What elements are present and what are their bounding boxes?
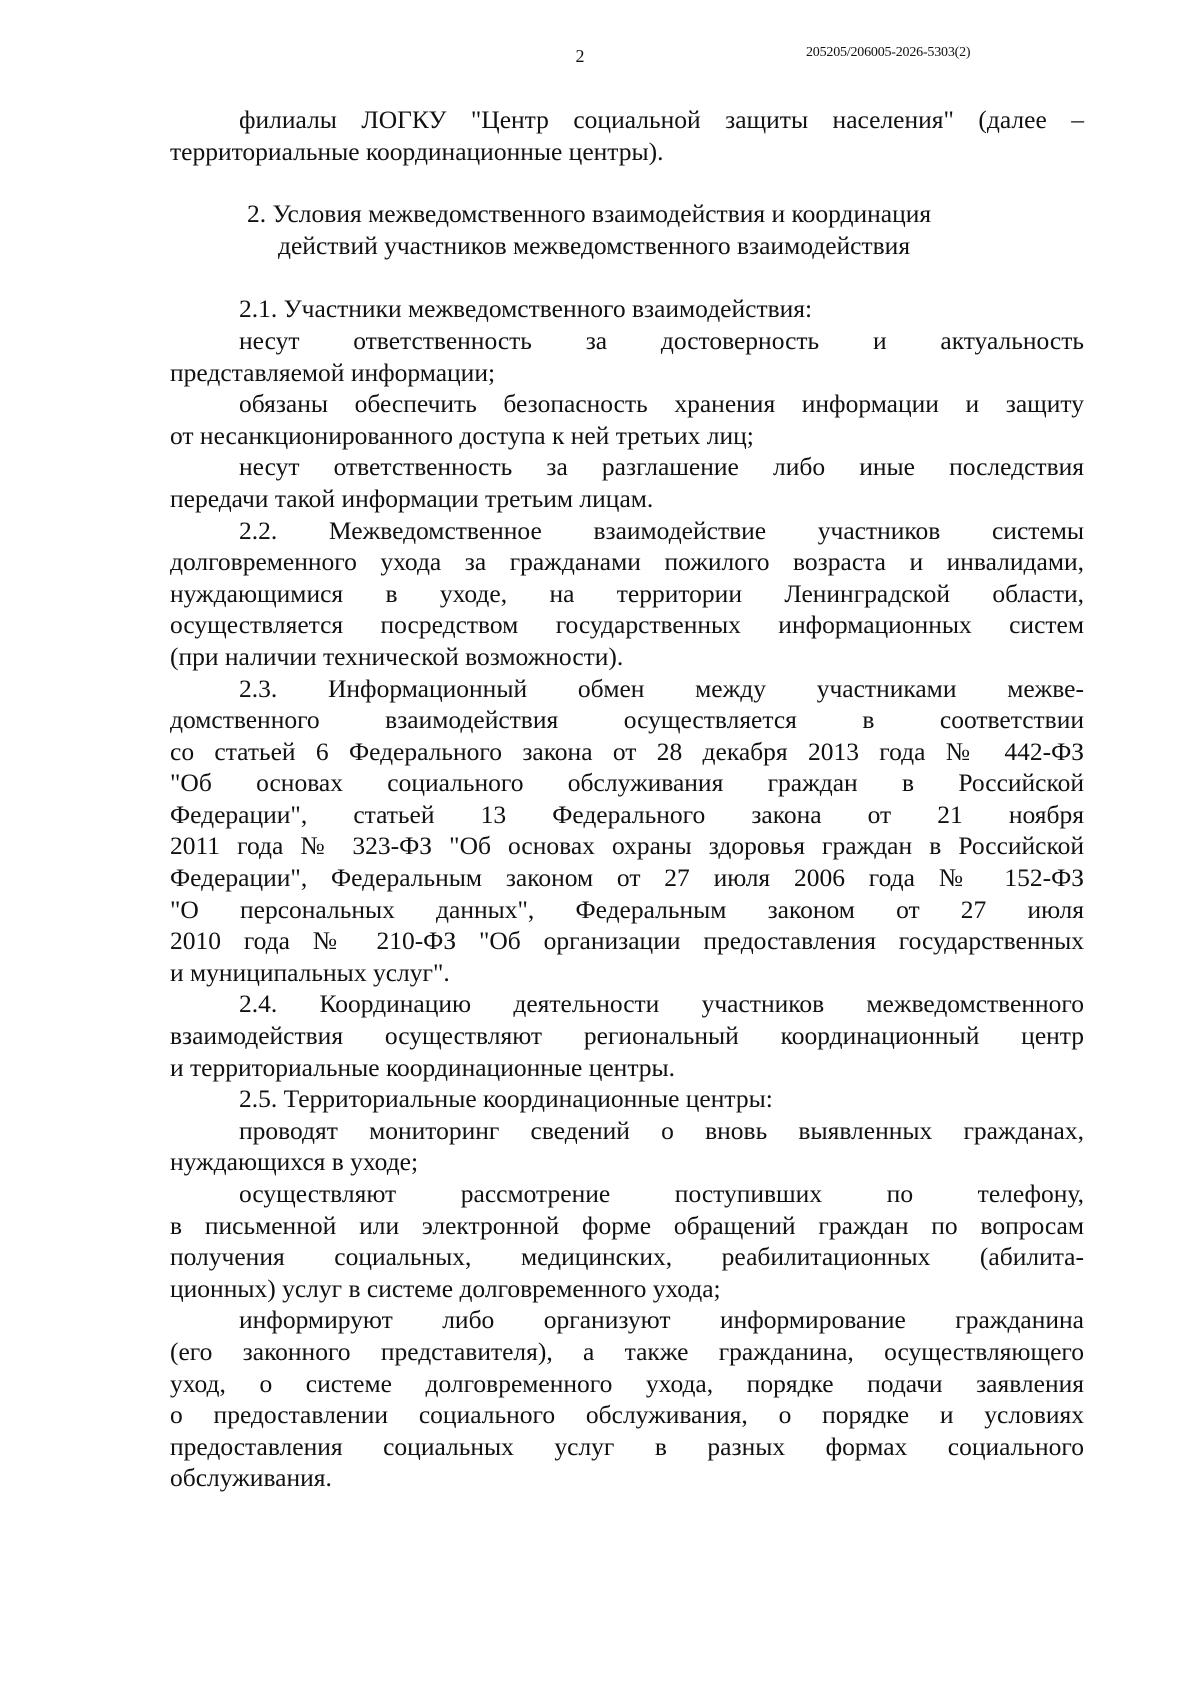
text-line: долговременного ухода за гражданами пожилого возраста и инвалидами, (170, 547, 1084, 577)
text-line: Федерации", статьей 13 Федерального закона от 21 ноября (170, 799, 1084, 829)
text-line: домственного взаимодействия осуществляется в соответствии (170, 705, 1084, 735)
text-line: передачи такой информации третьим лицам. (170, 483, 654, 513)
text-line: обслуживания. (170, 1463, 332, 1493)
document-body (170, 104, 1084, 1494)
text-line: "О персональных данных", Федеральным законом от 27 июля (170, 894, 1084, 924)
text-line: 2.3. Информационный обмен между участниками межве- (239, 673, 1084, 703)
section-heading: 2. Условия межведомственного взаимодействия и координация (247, 199, 932, 229)
text-line: и муниципальных услуг". (170, 957, 450, 987)
text-line: о предоставлении социального обслуживания, о порядке и условиях (170, 1400, 1084, 1430)
text-line: взаимодействия осуществляют региональный координационный центр (170, 1021, 1084, 1051)
text-line: филиалы ЛОГКУ "Центр социальной защиты населения" (далее – (239, 105, 1084, 134)
text-line: и территориальные координационные центры. (170, 1052, 676, 1082)
text-line: несут ответственность за достоверность и актуальность (239, 325, 1084, 355)
text-line: 2.1. Участники межведомственного взаимодействия: (239, 294, 813, 324)
text-line: осуществляют рассмотрение поступивших по телефону, (239, 1179, 1084, 1208)
text-line: осуществляется посредством государственных информационных систем (170, 610, 1084, 640)
text-line: от несанкционированного доступа к ней третьих лиц; (170, 420, 754, 450)
text-line: представляемой информации; (170, 357, 496, 387)
text-line: уход, о системе долговременного ухода, порядке подачи заявления (170, 1368, 1084, 1398)
text-line: 2.5. Территориальные координационные центры: (239, 1084, 773, 1114)
spacer (170, 167, 1084, 198)
text-line: Федерации", Федеральным законом от 27 июля 2006 года № 152-ФЗ (170, 863, 1084, 893)
text-line: ционных) услуг в системе долговременного ухода; (170, 1273, 721, 1303)
text-line: несут ответственность за разглашение либо иные последствия (239, 452, 1084, 482)
text-line: 2.4. Координацию деятельности участников межведомственного (239, 989, 1084, 1019)
text-line: территориальные координационные центры). (170, 136, 664, 166)
text-line: 2.2. Межведомственное взаимодействие участников системы (239, 515, 1084, 545)
text-line: (его законного представителя), а также гражданина, осуществляющего (170, 1336, 1084, 1366)
text-line: получения социальных, медицинских, реабилитационных (абилита- (170, 1242, 1084, 1272)
text-line: нуждающихся в уходе; (170, 1147, 419, 1177)
text-line: (при наличии технической возможности). (170, 641, 624, 671)
text-line: нуждающимися в уходе, на территории Ленинградской области, (170, 578, 1084, 608)
text-line: 2010 года № 210-ФЗ "Об организации предоставления государственных (170, 926, 1084, 956)
text-line: "Об основах социального обслуживания граждан в Российской (170, 768, 1084, 798)
text-line: обязаны обеспечить безопасность хранения информации и защиту (239, 389, 1084, 419)
document-id: 205205/206005-2026-5303(2) (806, 45, 971, 60)
page-number: 2 (575, 46, 585, 66)
spacer (170, 261, 1084, 293)
text-line: информируют либо организуют информирование гражданина (239, 1305, 1084, 1335)
text-line: 2011 года № 323-ФЗ "Об основах охраны здоровья граждан в Российской (170, 831, 1084, 861)
text-line: в письменной или электронной форме обращений граждан по вопросам (170, 1210, 1084, 1240)
text-line: проводят мониторинг сведений о вновь выявленных гражданах, (239, 1115, 1084, 1145)
text-line: предоставления социальных услуг в разных формах социального (170, 1431, 1084, 1461)
text-line: со статьей 6 Федерального закона от 28 декабря 2013 года № 442-ФЗ (170, 736, 1084, 766)
section-heading: действий участников межведомственного взаимодействия (278, 230, 911, 260)
